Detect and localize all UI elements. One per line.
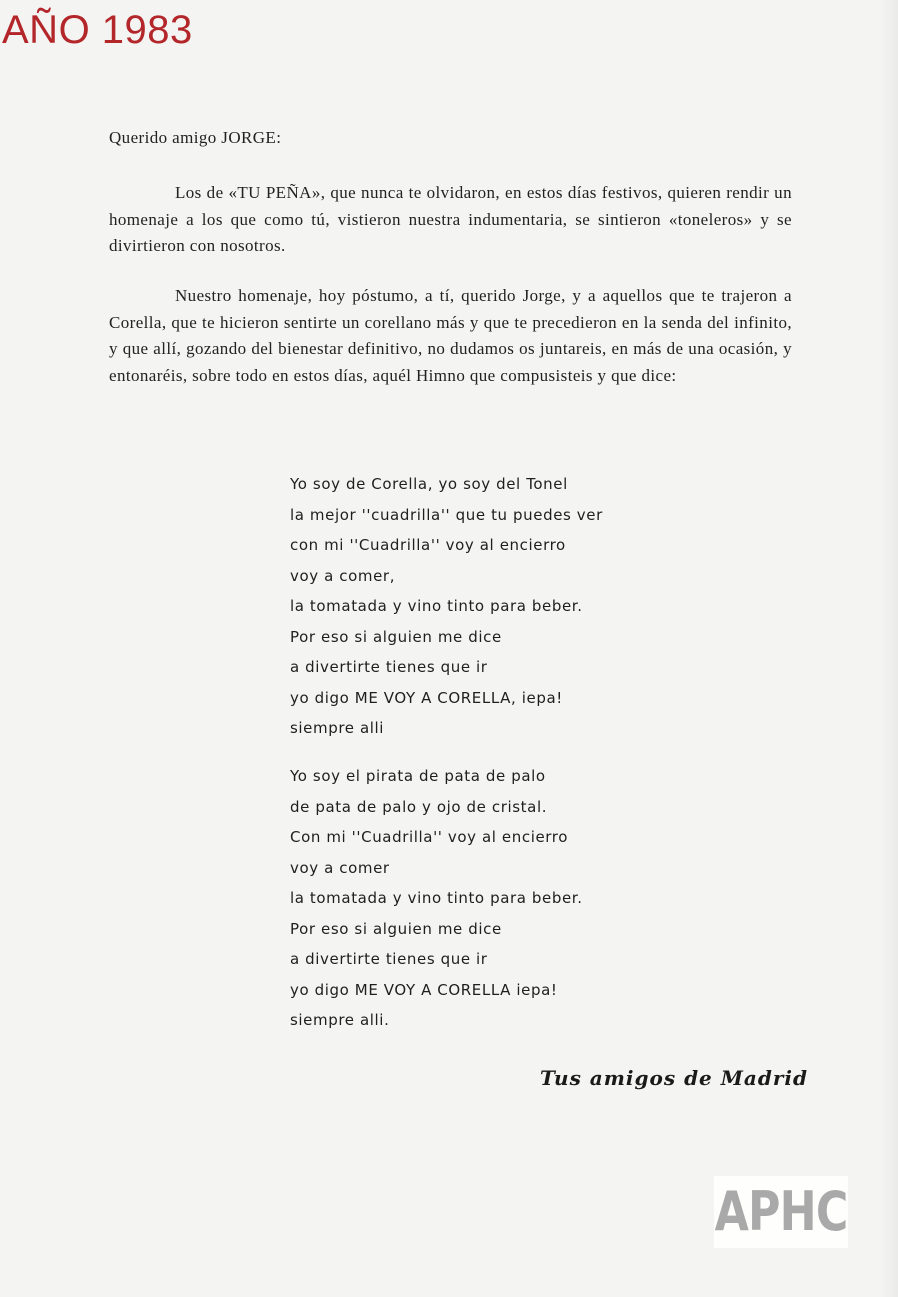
poem-line: Por eso si alguien me dice: [290, 627, 502, 646]
letter-salutation: Querido amigo JORGE:: [109, 128, 282, 147]
poem-line: Yo soy de Corella, yo soy del Tonel: [290, 475, 568, 493]
poem-line: Por eso si alguien me dice: [290, 919, 502, 938]
poem-line: la tomatada y vino tinto para beber.: [290, 889, 583, 907]
poem-line: a divertirte tienes que ir: [290, 658, 488, 676]
poem-line: yo digo ME VOY A CORELLA iepa!: [290, 980, 558, 999]
letter-paragraph-1: Los de «TU PEÑA», que nunca te olvidaron, en estos días festivos, quieren rendir un homenaje a los que como tú, vistieron nuestra indumentaria, se sintieron «toneleros» y se divirtieron con nosotros.: [109, 183, 792, 255]
page-edge-shadow: [880, 0, 898, 1297]
poem-line: siempre alli: [290, 719, 385, 737]
poem-line: la tomatada y vino tinto para beber.: [290, 597, 583, 615]
watermark-text: APHC: [714, 1180, 848, 1243]
poem-line: Yo soy el pirata de pata de palo: [290, 767, 546, 785]
letter-paragraph-2: Nuestro homenaje, hoy póstumo, a tí, querido Jorge, y a aquellos que te trajeron a Corella, que te hicieron sentirte un corellano más y que te precedieron en la senda del infinito, y que allí, gozando del bienestar definitivo, no dudamos os juntareis, en más de una ocasión, y entonaréis, sobre todo en estos días, aquél Himno que compusisteis y que dice:: [109, 286, 792, 385]
signature: Tus amigos de Madrid: [540, 1066, 808, 1090]
poem-line: a divertirte tienes que ir: [290, 950, 488, 968]
poem-line: yo digo ME VOY A CORELLA, iepa!: [290, 688, 563, 707]
poem-stanza-2: [290, 761, 710, 1036]
poem-line: la mejor ''cuadrilla'' que tu puedes ver: [290, 505, 603, 524]
poem-stanza-1: [290, 469, 710, 744]
poem-line: voy a comer,: [290, 566, 396, 585]
poem-line: voy a comer: [290, 858, 390, 877]
poem-line: Con mi ''Cuadrilla'' voy al encierro: [290, 828, 569, 846]
poem-line: con mi ''Cuadrilla'' voy al encierro: [290, 536, 566, 554]
poem-line: siempre alli.: [290, 1011, 390, 1029]
watermark-logo: [714, 1176, 848, 1248]
year-title: AÑO 1983: [2, 8, 193, 52]
poem-line: de pata de palo y ojo de cristal.: [290, 797, 548, 816]
